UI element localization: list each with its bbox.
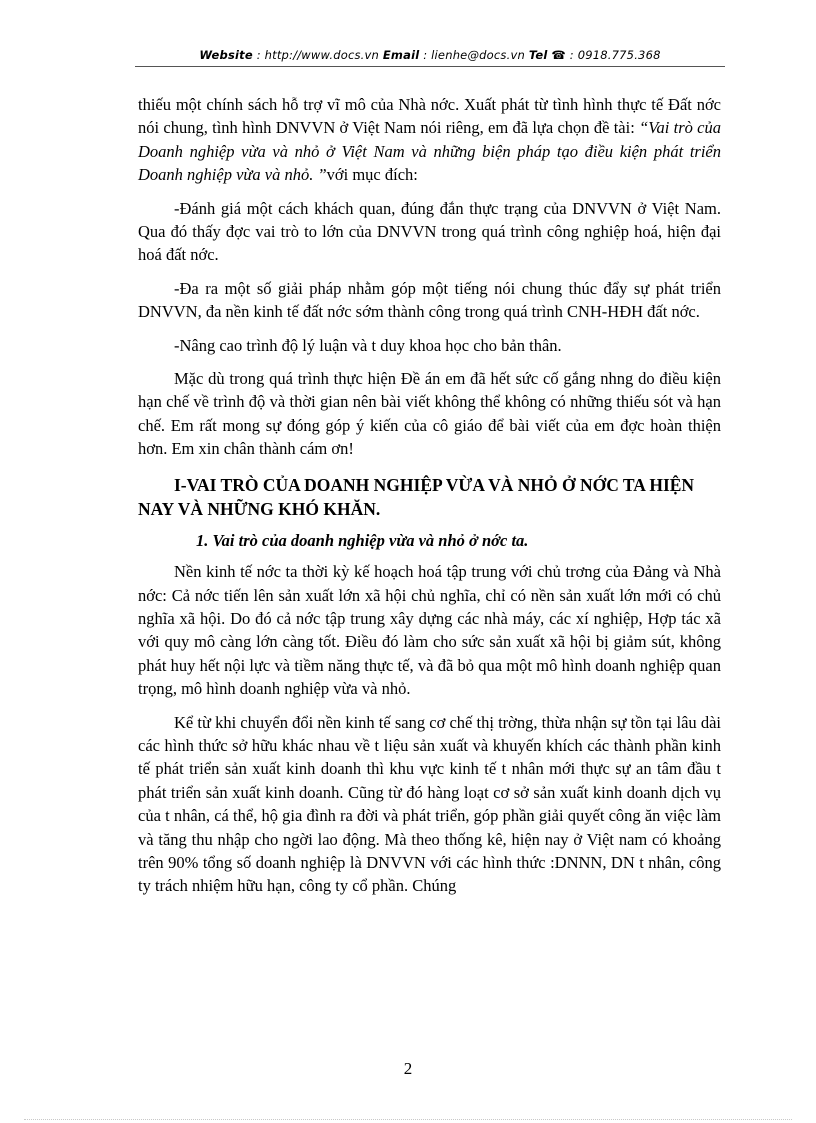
tel-value: : 0918.775.368	[565, 48, 661, 62]
document-body	[138, 93, 721, 898]
page-header	[135, 48, 725, 62]
website-label: Website	[199, 48, 253, 62]
thesis-title: “Vai trò của Doanh nghiệp vừa và nhỏ ở Việt Nam và những biện pháp tạo điều kiện phát triển Doanh nghiệp vừa và nhỏ. ”	[138, 118, 721, 185]
page-number: 2	[403, 1059, 413, 1078]
intro-text: thiếu một chính sách hỗ trợ vĩ mô của Nhà nớc. Xuất phát từ tình hình thực tế Đất nớc nói chung, tình hình DNVVN ở Việt Nam nói riêng, em đã lựa chọn đề tài:	[138, 95, 721, 138]
email-label: Email	[382, 48, 420, 62]
email-value: : lienhe@docs.vn	[419, 48, 529, 62]
paragraph-goal-1: -Đánh giá một cách khách quan, đúng đắn thực trạng của DNVVN ở Việt Nam. Qua đó thấy đợc vai trò to lớn của DNVVN trong quá trình công nghiệp hoá, hiện đại hoá đất nớc.	[138, 198, 721, 265]
phone-icon: ☎	[551, 48, 566, 62]
page-bottom-border	[24, 1119, 792, 1120]
website-value: : http://www.docs.vn	[252, 48, 383, 62]
subsection-heading: 1. Vai trò của doanh nghiệp vừa và nhỏ ở nớc ta.	[196, 530, 529, 550]
paragraph-body-1: Nền kinh tế nớc ta thời kỳ kế hoạch hoá tập trung với chủ trơng của Đảng và Nhà nớc: Cả nớc tiến lên sản xuất lớn xã hội chủ nghĩa, chỉ có nền sản xuất lớn mới có chủ nghĩa xã hội. Do đó cả nớc tập trung xây dựng các nhà máy, các xí nghiệp, Hợp tác xã với quy mô càng lớn càng tốt. Điều đó làm cho sức sản xuất xã hội bị giảm sút, không phát huy hết nội lực và tiềm năng thực tế, và đã bỏ qua một mô hình doanh nghiệp quan trọng, mô hình doanh nghiệp vừa và nhỏ.	[138, 562, 721, 699]
section-heading: I-VAI TRÒ CỦA DOANH NGHIỆP VỪA VÀ NHỎ Ở NỚC TA HIỆN NAY VÀ NHỮNG KHÓ KHĂN.	[138, 474, 695, 519]
paragraph-body-2: Kể từ khi chuyển đổi nền kinh tế sang cơ chế thị trờng, thừa nhận sự tồn tại lâu dài các hình thức sở hữu khác nhau về t liệu sản xuất và khuyến khích các thành phần kinh tế phát triển sản xuất kinh doanh thì khu vực kinh tế t nhân mới thực sự an tâm đầu t phát triển sản xuất kinh doanh. Cũng từ đó hàng loạt cơ sở sản xuất kinh doanh dịch vụ của t nhân, cá thể, hộ gia đình ra đời và phát triển, góp phần giải quyết công ăn việc làm và tăng thu nhập cho ngời lao động. Mà theo thống kê, hiện nay ở Việt nam có khoảng trên 90% tổng số doanh nghiệp là DNVVN với các hình thức :DNNN, DN t nhân, công ty trách nhiệm hữu hạn, công ty cổ phần. Chúng	[138, 712, 721, 896]
header-divider	[135, 66, 725, 67]
tel-label: Tel	[528, 48, 548, 62]
paragraph-intro	[138, 93, 721, 187]
paragraph-acknowledgement: Mặc dù trong quá trình thực hiện Đề án em đã hết sức cố gắng nhng do điều kiện hạn chế về trình độ và thời gian nên bài viết không thể không có những thiếu sót và hạn chế. Em rất mong sự đóng góp ý kiến của cô giáo để bài viết của em đợc hoàn thiện hơn. Em xin chân thành cám ơn!	[138, 369, 721, 459]
intro-text-end: với mục đích:	[326, 165, 418, 185]
paragraph-goal-3: -Nâng cao trình độ lý luận và t duy khoa học cho bản thân.	[174, 335, 562, 355]
paragraph-goal-2: -Đa ra một số giải pháp nhằm góp một tiếng nói chung thúc đẩy sự phát triển DNVVN, đa nền kinh tế đất nớc sớm thành công trong quá trình CNH-HĐH đất nớc.	[138, 278, 721, 322]
